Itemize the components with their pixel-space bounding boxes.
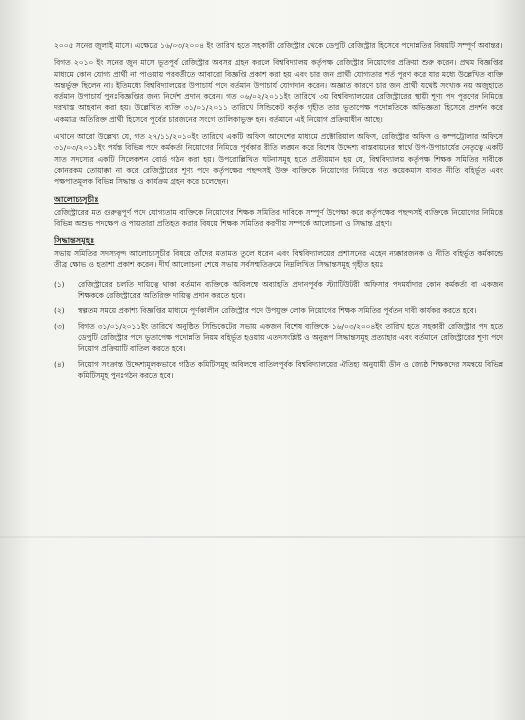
decision-number: (৪): [54, 359, 65, 369]
paragraph-2: বিগত ২০১০ ইং সনের জুন মাসে ভূতপূর্ব রেজিস্ট্রার অবসর গ্রহন করলে বিশ্ববিদ্যালয় কর্তৃপক্ষ রেজিস্ট্রার নিয়োগের প্রক্রিয়া শুরু করেন। প্রথম বিজ্ঞপ্তির মাধ্যমে কোন যোগ্য প্রার্থী না পাওয়ায় পরবর্তীতে আবারো বিজ্ঞপ্তি প্রকাশ করা হয় এবং চার জন প্রার্থী যোগ্যতার শর্ত পূরণ করে যার মধ্যে উল্লেখিত ব্যক্তি অন্তর্ভুক্ত ছিলেন না। ইতিমধ্যে বিশ্ববিদ্যালয়ের উপাচার্য পদে বর্তমান উপাচার্য যোগদান করেন। অজ্ঞাত কারণে চার জন প্রার্থী যথেষ্ট সংখ্যক নয় অজুহাতে বর্তমান উপাচার্য পুনঃবিজ্ঞপ্তির জন্য নির্দেশ প্রদান করেন। গত ০৬/০২/২০১১ইং তারিখে ৩য় বিশ্ববিদ্যালয়ের রেজিস্ট্রারের স্থায়ী শূণ্য পদ পূরণের নিমিত্তে দরখাস্ত আহবান করা হয়। উল্লেখিত ব্যক্তি ৩১/০১/২০১১ তারিখে সিন্ডিকেট কর্তৃক গৃহীত তার ভূতাপেক্ষ পদোন্নতিকে অভিজ্ঞতা হিসেবে প্রদর্শন করে একমাত্র অতিরিক্ত প্রার্থী হিসেবে পূর্বের চারজনের সংগে তালিকাভুক্ত হন। বর্তমানে এই নিয়োগ প্রক্রিয়াধীন আছে।: [54, 58, 503, 124]
decisions-heading: সিদ্ধান্তসমূহঃ: [54, 235, 95, 246]
decision-text: রেজিস্ট্রারের চলতি দায়িত্বে থাকা বর্তমান ব্যক্তিকে অবিলম্বে অব্যাহতি প্রদানপূর্বক স্ট্যাটিউটরী অফিসার পদমর্যাদার কোন কর্মকর্তা বা একজন শিক্ষককে রেজিস্ট্রারের অতিরিক্ত দায়িত্ব প্রদান করতে হবে।: [78, 279, 503, 301]
agenda-text: রেজিস্ট্রারের মত গুরুত্বপূর্ণ পদে যোগ্যতাম ব্যক্তিকে নিয়োগের শিক্ষক সমিতির দাবিকে সম্পূর্ণ উপেক্ষা করে কর্তৃপক্ষের পছন্দসই ব্যক্তিকে নিয়োগের নিমিত্তে বিভিন্ন অশুভ পদক্ষেপ ও পায়তারা প্রতিহত করার বিষয়ে শিক্ষক সমিতির করণীয় সম্পর্কে আলোচনা ও সিদ্ধান্ত গ্রহণ।: [54, 207, 503, 228]
decision-text: বিগত ৩১/০১/২০১১ইং তারিখে অনুষ্ঠিত সিন্ডিকেটের সভায় একজন বিশেষ ব্যক্তিকে ১৬/০৩/২০০৪ইং তারিখ হতে সহকারী রেজিস্ট্রার পদ হতে ডেপুটি রেজিস্ট্রার পদে ভূতাপেক্ষ পদোন্নতি নিয়ম বহির্ভূত হওয়ায় এতদসংশ্লিষ্ট ও অনুরূপ সিদ্ধান্তসমূহ প্রত্যাহার এবং বর্তমানে রেজিস্ট্রারের শূণ্য পদে নিয়োগ প্রক্রিয়াটি বাতিল করতে হবে।: [78, 321, 503, 354]
paragraph-3: এখানে আরো উল্লেখ্য যে, গত ২৭/১১/২০১০ইং তারিখে একটি অফিস আদেশের মাধ্যমে প্রক্টোরিয়াল অফিস, রেজিস্ট্রার অফিস ও কম্পট্রোলার অফিসে ৩১/০৩/২০১১ইং পর্যন্ত বিভিন্ন পদে কর্মকর্তা নিয়োগের নিমিত্তে পূর্বকার রীতি লঙ্ঘন করে বিশেষ উদ্দেশ্য বাস্তবায়নের স্বার্থে উপ-উপাচার্যের নেতৃত্বে একটি সাত সদস্যের একটি সিলেকশন বোর্ড গঠন করা হয়। উপরোল্লিখিত ঘটনাসমূহ হতে প্রতীয়মান হয় যে, বিশ্ববিদ্যালয় কর্তৃপক্ষ শিক্ষক সমিতির দাবীকে কোনরকম তোয়াক্কা না করে রেজিস্ট্রারের শূণ্য পদে কর্তৃপক্ষের পছন্দসই উক্ত ব্যক্তিকে নিয়োগের নিমিত্তে গত কয়েকমাস যাবত নীতি বহির্ভূত এবং পক্ষপাতমূলক বিভিন্ন সিদ্ধান্ত ও কার্যক্রম গ্রহন করে চলেছেন।: [54, 132, 503, 187]
decision-item-4: [54, 359, 503, 382]
decisions-list: [54, 279, 503, 381]
decision-item-1: [54, 279, 503, 302]
paragraph-1: ২০০৫ সনের জুলাই মাসে। এক্ষেত্রে ১৬/০৩/২০০৪ ইং তারিখ হতে সহকারী রেজিস্ট্রার থেকে ডেপুটি রেজিস্ট্রার হিসেবে পদোন্নতির বিষয়টি সম্পূর্ণ অবান্তর।: [54, 41, 503, 50]
decision-number: (৩): [54, 321, 65, 331]
decision-text: স্বল্পতম সময়ে প্রকাশ্য বিজ্ঞপ্তির মাধ্যমে পূর্ণকালীন রেজিস্ট্রার পদে উপযুক্ত লোক নিয়োগের শিক্ষক সমিতির পূর্বতন দাবী কার্যকর করতে হবে।: [78, 306, 477, 316]
decision-item-2: [54, 305, 503, 316]
decision-number: (১): [54, 279, 65, 289]
decision-item-3: [54, 321, 503, 355]
decisions-intro: সভায় সমিতির সদস্যবৃন্দ আলোচ্যসূচীর বিষয়ে তাঁদের মতামত তুলে ধরেন এবং বিশ্ববিদ্যালয়ের প্রশাসনের এহেন ন্যক্কারজনক ও নীতি বহির্ভূত কর্মকান্ডে তীব্র ক্ষোভ ও হতাশা প্রকাশ করেন। দীর্ঘ আলোচনা শেষে সভায় সর্বসম্মতিক্রমে নিম্নলিখিত সিদ্ধান্তসমূহ গৃহীত হয়ঃ: [54, 249, 503, 270]
paper-fold-line: [0, 536, 525, 538]
agenda-heading: আলোচ্যসূচীঃ: [54, 193, 99, 204]
decision-number: (২): [54, 306, 65, 316]
decision-text: নিয়োগ সংক্রান্ত উদ্দেশ্যমূলকভাবে গঠিত কমিটিসমূহ অবিলম্বে বাতিলপূর্বক বিশ্ববিদ্যালয়ের ঐতিহ্য অনুযায়ী ডীন ও জ্যেষ্ঠ শিক্ষকদের সমন্বয়ে বিভিন্ন কমিটিসমূহ পুনঃগঠন করতে হবে।: [78, 359, 503, 380]
